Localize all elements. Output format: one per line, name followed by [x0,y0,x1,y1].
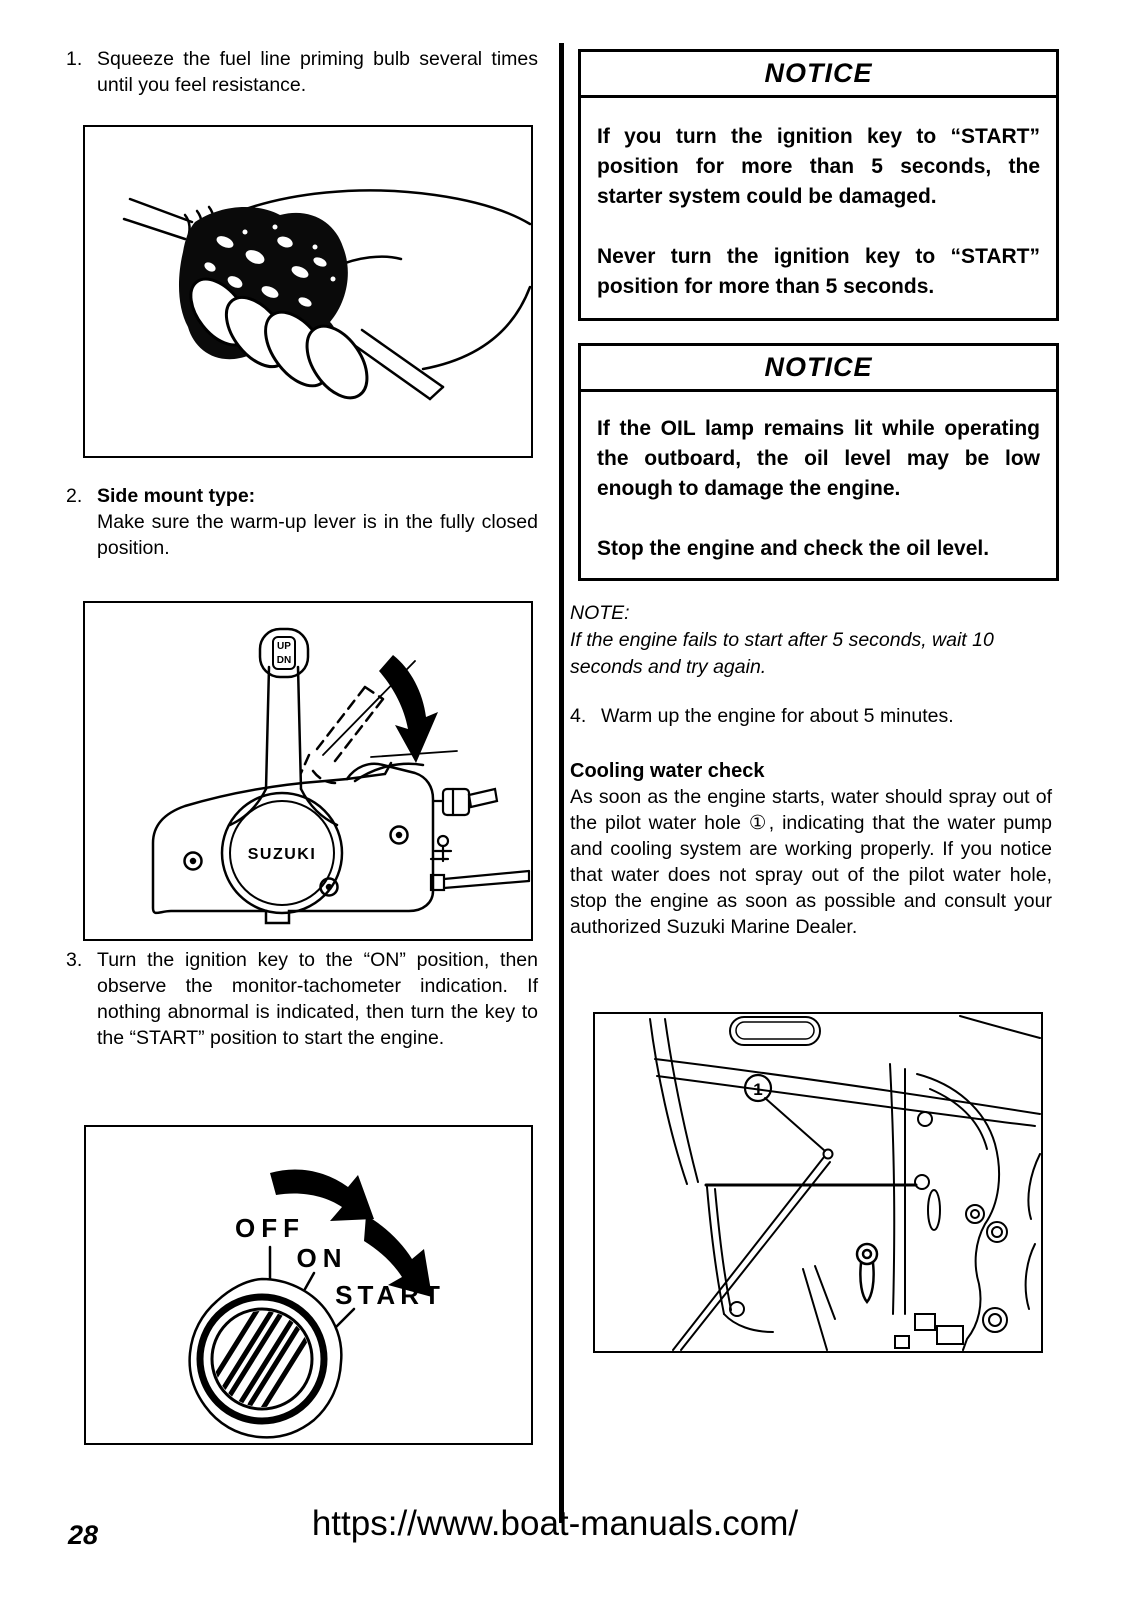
step-1-number: 1. [66,48,83,70]
callout-leader-line [765,1098,825,1151]
step-2-heading: Side mount type: [97,485,256,507]
note-text: If the engine fails to start after 5 seconds, wait 10 seconds and try again. [570,629,994,678]
notice-title: NOTICE [581,52,1056,98]
lever-up-label: UP [277,641,291,652]
key-grip [208,1297,314,1419]
close-direction-arrow [379,655,438,763]
on-leader-line [305,1273,314,1289]
fuel-line-in [130,199,192,222]
cooling-water-check-section [570,758,1052,940]
wiring-cable [431,871,529,890]
start-position-label: START [335,1280,445,1310]
pilot-water-hole [824,1150,833,1159]
watermark-url: https://www.boat-manuals.com/ [311,1504,799,1543]
cowl-grip-slot [730,1017,820,1045]
figure-pilot-water-hole [593,1012,1043,1353]
step-3 [66,947,538,1051]
step-4-text: Warm up the engine for about 5 minutes. [601,705,954,727]
notice-starter-para2: Never turn the ignition key to “START” position for more than 5 seconds. [597,245,1040,298]
step-2-number: 2. [66,485,83,507]
engine-bracket-assembly [890,1064,1040,1350]
step-1 [66,46,538,98]
step-1-text: Squeeze the fuel line priming bulb several times until you feel resistance. [97,48,538,96]
step-4-number: 4. [570,705,587,727]
step-2 [66,483,538,561]
notice-title: NOTICE [581,346,1056,392]
fuel-primer-bulb-illustration [85,127,531,456]
anode [857,1244,877,1302]
column-divider-line [559,43,564,1523]
start-leader-line [336,1309,354,1327]
notice-oil-para2: Stop the engine and check the oil level. [597,537,990,560]
step-3-number: 3. [66,949,83,971]
notice-box-starter [578,49,1059,321]
lever-dn-label: DN [276,655,292,666]
off-position-label: OFF [235,1213,305,1243]
warm-up-lever [266,667,269,789]
page-number: 28 [68,1520,99,1550]
ignition-key-illustration [86,1127,531,1443]
suzuki-brand-label: SUZUKI [247,846,317,863]
notice-oil-para1: If the OIL lamp remains lit while operating the outboard, the oil level may be low enough to damage the engine. [597,417,1040,500]
figure-fuel-primer-bulb [83,125,533,458]
side-mount-control-illustration [85,603,531,939]
step-2-text: Make sure the warm-up lever is in the fully closed position. [97,511,538,559]
step-4 [570,703,1052,729]
on-position-label: ON [296,1243,348,1273]
notice-starter-para1: If you turn the ignition key to “START” position for more than 5 seconds, the starter system could be damaged. [597,125,1040,208]
figure-side-mount-control [83,601,533,941]
note-label: NOTE: [570,602,630,624]
emergency-stop-key [433,789,497,815]
note-block [570,600,1052,681]
notice-box-oil [578,343,1059,581]
figure-ignition-key-switch [84,1125,533,1445]
cooling-water-check-text: As soon as the engine starts, water should spray out of the pilot water hole ①, indicating that the water pump and cooling system are working properly. If you notice that water does not spray out of the pilot water hole, stop the engine as soon as possible and consult your authorized Suzuki Marine Dealer. [570,786,1052,938]
switch-ring [200,1297,324,1421]
control-body [153,764,433,923]
outboard-pilot-hole-illustration [595,1014,1041,1351]
cooling-water-check-heading: Cooling water check [570,760,765,782]
pilot-hole-callout-number: 1 [753,1080,763,1099]
step-3-text: Turn the ignition key to the “ON” position, then observe the monitor-tachometer indication. If nothing abnormal is indicated, then turn the key to the “START” position to start the engine. [97,949,538,1049]
